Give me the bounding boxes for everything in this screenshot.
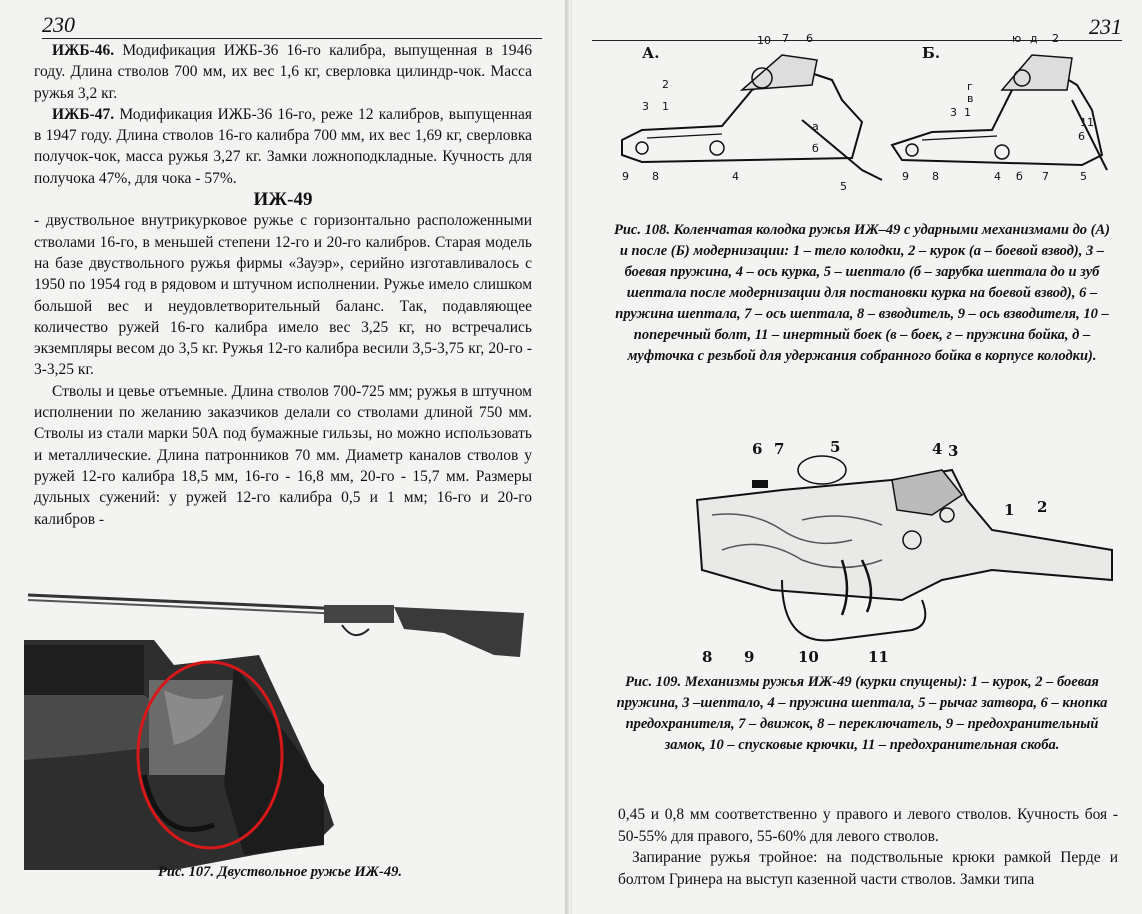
diagram-label: 2 bbox=[1052, 32, 1059, 45]
diagram-label: 1 bbox=[964, 106, 971, 119]
diagram-label: 3 bbox=[948, 442, 959, 460]
diagram-label: 4 bbox=[994, 170, 1001, 183]
paragraph-text: Модификация ИЖБ-36 16-го калибра, выпущенная в 1946 году. Длина стволов 700 мм, их вес 1,6 кг, сверловка цилиндр-чок. Масса ружья 3,2 кг. bbox=[34, 42, 532, 102]
left-text-block bbox=[34, 40, 532, 530]
diagram-label: 8 bbox=[652, 170, 659, 183]
paragraph-izh49-intro: - двуствольное внутрикурковое ружье с горизонтально расположенными стволами 16-го, в меньшей степени 12-го и 20-го калибров. Старая модель на базе двуствольного ружья фирмы «Зауэр», серийно изготавливалось с 1950 по 1954 год в рядовом и штучном исполнении. Ружье имело слишком большой вес и неудовлетворительный баланс. Так, подавляющее количество ружей 16-го калибра имело вес 3,25 кг, но встречались экземпляры весом до 3,5 кг. Ружья 12-го калибра весили 3,5-3,75 кг, 20-го - 3-3,25 кг. bbox=[34, 212, 532, 379]
diagram-label: 9 bbox=[744, 648, 755, 666]
diagram-label: б bbox=[1016, 170, 1023, 183]
figure-108-caption: Рис. 108. Коленчатая колодка ружья ИЖ–49 с ударными механизмами до (А) и после (Б) модернизации: 1 – тело колодки, 2 – курок (а – боевой взвод), 3 – боевая пружина, 4 – ось курка, 5 – шептало (б – зарубка шептала до и зуб шептала после модернизации для постановки курка на боевой взвод), 6 – пружина шептала, 7 – ось шептала, 8 – взводитель, 9 – ось взводителя, 10 – поперечный болт, 11 – инертный боек (в – боек, г – пружина бойка, д – муфточка с резьбой для удержания собранного бойка в корпусе колодки). bbox=[613, 222, 1111, 364]
diagram-label: б bbox=[812, 142, 819, 155]
diagram-label: 6 bbox=[806, 32, 813, 45]
model-title-izhb47: ИЖБ-47. bbox=[52, 105, 115, 123]
diagram-label: 7 bbox=[1042, 170, 1049, 183]
diagram-label: 3 bbox=[642, 100, 649, 113]
page-number-230: 230 bbox=[42, 12, 542, 39]
diagram-label: 1 bbox=[662, 100, 669, 113]
model-title-izhb46: ИЖБ-46. bbox=[52, 42, 115, 59]
section-heading-izh49: ИЖ-49 bbox=[253, 189, 313, 211]
right-text-block bbox=[618, 804, 1118, 890]
figure-109-diagram bbox=[692, 440, 1132, 670]
diagram-label: 8 bbox=[932, 170, 939, 183]
diagram-label: 9 bbox=[902, 170, 909, 183]
diagram-label: 10 bbox=[757, 34, 771, 47]
right-page bbox=[572, 0, 1142, 914]
shotgun-photo-figure bbox=[24, 585, 544, 870]
label-a: А. bbox=[642, 44, 660, 62]
paragraph-text: Модификация ИЖБ-36 16-го, реже 12 калибров, выпущенная в 1947 году. Длина стволов 16-го калибра 700 мм, их вес 1,69 кг, сверловка получок-чок, масса ружья 3,27 кг. Замки ложноподкладные. Кучность для получока 47%, для чока - 57%. bbox=[34, 105, 532, 187]
diagram-label: д bbox=[1030, 32, 1038, 45]
diagram-label: 5 bbox=[1080, 170, 1087, 183]
label-b: Б. bbox=[922, 44, 941, 62]
diagram-label: 3 bbox=[950, 106, 957, 119]
figure-109-caption: Рис. 109. Механизмы ружья ИЖ-49 (курки спущены): 1 – курок, 2 – боевая пружина, 3 –шептало, 4 – пружина шептала, 5 – рычаг затвора, 6 – кнопка предохранителя, 7 – движок, 8 – переключатель, 9 – предохранительный замок, 10 – спусковые крючки, 11 – предохранительная скоба. bbox=[616, 674, 1108, 753]
diagram-label: а bbox=[812, 120, 819, 133]
diagram-label: 1 bbox=[1004, 501, 1015, 519]
diagram-label: 4 bbox=[732, 170, 739, 183]
diagram-label: в bbox=[967, 92, 974, 105]
paragraph-izh49-barrels: Стволы и цевье отъемные. Длина стволов 700-725 мм; ружья в штучном исполнении по желанию заказчиков делали со стволами длиной 750 мм. Стволы из стали марки 50А под бумажные гильзы, но можно использовать и металлические. Длина патронников 70 мм. Диаметр каналов стволов у ружей 12-го калибра 18,5 мм, 16-го - 16,8 мм, 20-го - 15,7 мм. Размеры дульных сужений: у ружей 12-го калибра 0,5 и 1 мм; 16-го и 20-го калибров - bbox=[34, 382, 532, 528]
page-number-231: 231 bbox=[592, 14, 1122, 41]
paragraph-izhb46 bbox=[34, 40, 532, 104]
diagram-label: 6 bbox=[1078, 130, 1085, 143]
paragraph-izhb47 bbox=[34, 104, 532, 189]
figure-107-caption: Рис. 107. Двуствольное ружье ИЖ-49. bbox=[158, 864, 402, 880]
diagram-label: 7 bbox=[782, 32, 789, 45]
diagram-label: 2 bbox=[1037, 498, 1048, 516]
diagram-label: ю bbox=[1012, 32, 1022, 45]
diagram-label: 10 bbox=[798, 648, 819, 666]
paragraph-locking: Запирание ружья тройное: на подствольные крюки рамкой Перде и болтом Гринера на выступ казенной части стволов. Замки типа bbox=[618, 849, 1118, 888]
diagram-label: 11 bbox=[868, 648, 889, 666]
diagram-label: 5 bbox=[830, 440, 841, 456]
figure-108-diagram bbox=[602, 30, 1122, 215]
diagram-label: 4 bbox=[932, 440, 943, 458]
diagram-label: 11 bbox=[1080, 116, 1094, 129]
diagram-label: 6 bbox=[752, 440, 763, 458]
diagram-label: 9 bbox=[622, 170, 629, 183]
left-page bbox=[0, 0, 570, 914]
diagram-label: г bbox=[967, 80, 973, 93]
diagram-label: 8 bbox=[702, 648, 713, 666]
diagram-label: 7 bbox=[774, 440, 785, 458]
diagram-label: 2 bbox=[662, 78, 669, 91]
diagram-label: 5 bbox=[840, 180, 847, 193]
paragraph-accuracy: 0,45 и 0,8 мм соответственно у правого и левого стволов. Кучность боя - 50-55% для правого, 55-60% для левого стволов. bbox=[618, 806, 1118, 845]
